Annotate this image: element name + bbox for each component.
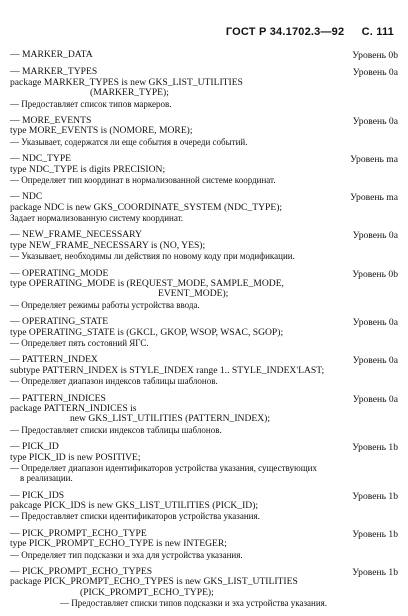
entry-description: — Предоставляет списки идентификаторов устройства указания. xyxy=(10,511,260,522)
entry-new-frame-necessary xyxy=(10,230,398,261)
entry-level: Уровень 0a xyxy=(352,230,398,242)
entry-code-line: (PICK_PROMPT_ECHO_TYPE); xyxy=(80,586,214,598)
entry-code-line: type PICK_PROMPT_ECHO_TYPE is new INTEGER; xyxy=(10,538,227,550)
entry-title: — MARKER_DATA xyxy=(10,49,93,60)
entry-code-line: type MORE_EVENTS is (NOMORE, MORE); xyxy=(10,125,193,137)
entry-code-line: type OPERATING_MODE is (REQUEST_MODE, SAMPLE_MODE, xyxy=(10,278,284,290)
entry-code-line: package NDC is new GKS_COORDINATE_SYSTEM (NDC_TYPE); xyxy=(10,201,283,213)
entry-pick-prompt-echo-types xyxy=(10,567,398,609)
entry-title: — PATTERN_INDICES xyxy=(10,392,106,404)
entry-pick-ids xyxy=(10,491,398,522)
entry-title: — NDC xyxy=(10,191,43,203)
entry-level: Уровень 0a xyxy=(352,67,398,79)
definition-list xyxy=(10,50,398,616)
entry-code-line: package PICK_PROMPT_ECHO_TYPES is new GKS_LIST_UTILITIES xyxy=(10,576,298,588)
entry-title: — MARKER_TYPES xyxy=(10,66,98,78)
entry-more-events xyxy=(10,116,398,147)
entry-marker-types xyxy=(10,67,398,109)
entry-title: — MORE_EVENTS xyxy=(10,114,92,126)
entry-title: — OPERATING_MODE xyxy=(10,267,109,279)
entry-description: в реализации. xyxy=(20,473,73,484)
entry-level: Уровень 1b xyxy=(352,567,398,579)
page-number: С. 111 xyxy=(361,26,394,38)
entry-description: — Определяет диапазон индексов таблицы шаблонов. xyxy=(10,376,218,387)
entry-code-line: pakcage PICK_IDS is new GKS_LIST_UTILITIES (PICK_ID); xyxy=(10,500,259,512)
entry-code-line: package MARKER_TYPES is new GKS_LIST_UTILITIES xyxy=(10,76,243,88)
entry-pattern-index xyxy=(10,355,398,386)
entry-operating-mode xyxy=(10,269,398,311)
entry-ndc xyxy=(10,192,398,223)
entry-description: — Предоставляет списки типов подсказки и эха устройства указания. xyxy=(60,598,328,609)
entry-pattern-indices xyxy=(10,394,398,436)
entry-code-line: (MARKER_TYPE); xyxy=(90,87,169,99)
entry-level: Уровень 1b xyxy=(352,528,398,540)
entry-title: — PICK_ID xyxy=(10,441,59,453)
entry-code-line: new GKS_LIST_UTILITIES (PATTERN_INDEX); xyxy=(70,413,271,425)
entry-marker-data xyxy=(10,50,398,60)
entry-level: Уровень ma xyxy=(350,192,398,204)
entry-description: — Указывает, содержатся ли еще события в очереди событий. xyxy=(10,136,248,147)
entry-level: Уровень 0a xyxy=(352,115,398,127)
entry-title: — OPERATING_STATE xyxy=(10,316,109,328)
entry-level: Уровень 0b xyxy=(352,268,398,280)
entry-code-line: EVENT_MODE); xyxy=(158,288,229,300)
entry-description: — Определяет тип подсказки и эха для устройства указания. xyxy=(10,549,243,560)
entry-title: — NDC_TYPE xyxy=(10,153,72,165)
entry-description: — Предоставляет список типов маркеров. xyxy=(10,98,172,109)
entry-description: Задает нормализованную систему координат. xyxy=(10,213,184,224)
entry-description: — Предоставляет списки индексов таблицы шаблонов. xyxy=(10,424,222,435)
entry-level: Уровень 0a xyxy=(352,317,398,329)
entry-code-line: type NEW_FRAME_NECESSARY is (NO, YES); xyxy=(10,239,206,251)
entry-level: Уровень 0b xyxy=(352,50,398,61)
entry-pick-id xyxy=(10,442,398,484)
entry-level: Уровень ma xyxy=(350,154,398,166)
entry-description: — Определяет диапазон идентификаторов устройства указания, существующих xyxy=(10,462,317,473)
entry-description: — Определяет пять состояний ЯГС. xyxy=(10,337,149,348)
entry-description: — Определяет режимы работы устройства ввода. xyxy=(10,299,200,310)
entry-title: — PICK_IDS xyxy=(10,489,65,501)
standard-code: ГОСТ Р 34.1702.3—92 xyxy=(225,26,345,38)
entry-level: Уровень 0a xyxy=(352,393,398,405)
entry-description: — Определяет тип координат в нормализованной системе координат. xyxy=(10,174,276,185)
entry-title: — PICK_PROMPT_ECHO_TYPES xyxy=(10,566,153,578)
entry-description: — Указывает, необходимы ли действия по новому коду при модификации. xyxy=(10,251,295,262)
entry-level: Уровень 1b xyxy=(352,442,398,454)
entry-title: — PICK_PROMPT_ECHO_TYPE xyxy=(10,527,147,539)
entry-title: — PATTERN_INDEX xyxy=(10,354,98,366)
entry-title: — NEW_FRAME_NECESSARY xyxy=(10,229,142,241)
entry-code-line: type OPERATING_STATE is (GKCL, GKOP, WSOP, WSAC, SGOP); xyxy=(10,326,284,338)
entry-pick-prompt-echo-type xyxy=(10,529,398,560)
entry-level: Уровень 0a xyxy=(352,355,398,367)
entry-level: Уровень 1b xyxy=(352,490,398,502)
entry-code-line: type NDC_TYPE is digits PRECISION; xyxy=(10,163,166,175)
page-header xyxy=(226,26,394,38)
entry-code-line: package PATTERN_INDICES is xyxy=(10,402,137,414)
entry-operating-state xyxy=(10,317,398,348)
entry-code-line: subtype PATTERN_INDEX is STYLE_INDEX range 1.. STYLE_INDEX'LAST; xyxy=(10,364,325,376)
entry-code-line: type PICK_ID is new POSITIVE; xyxy=(10,451,141,463)
entry-ndc-type xyxy=(10,154,398,185)
